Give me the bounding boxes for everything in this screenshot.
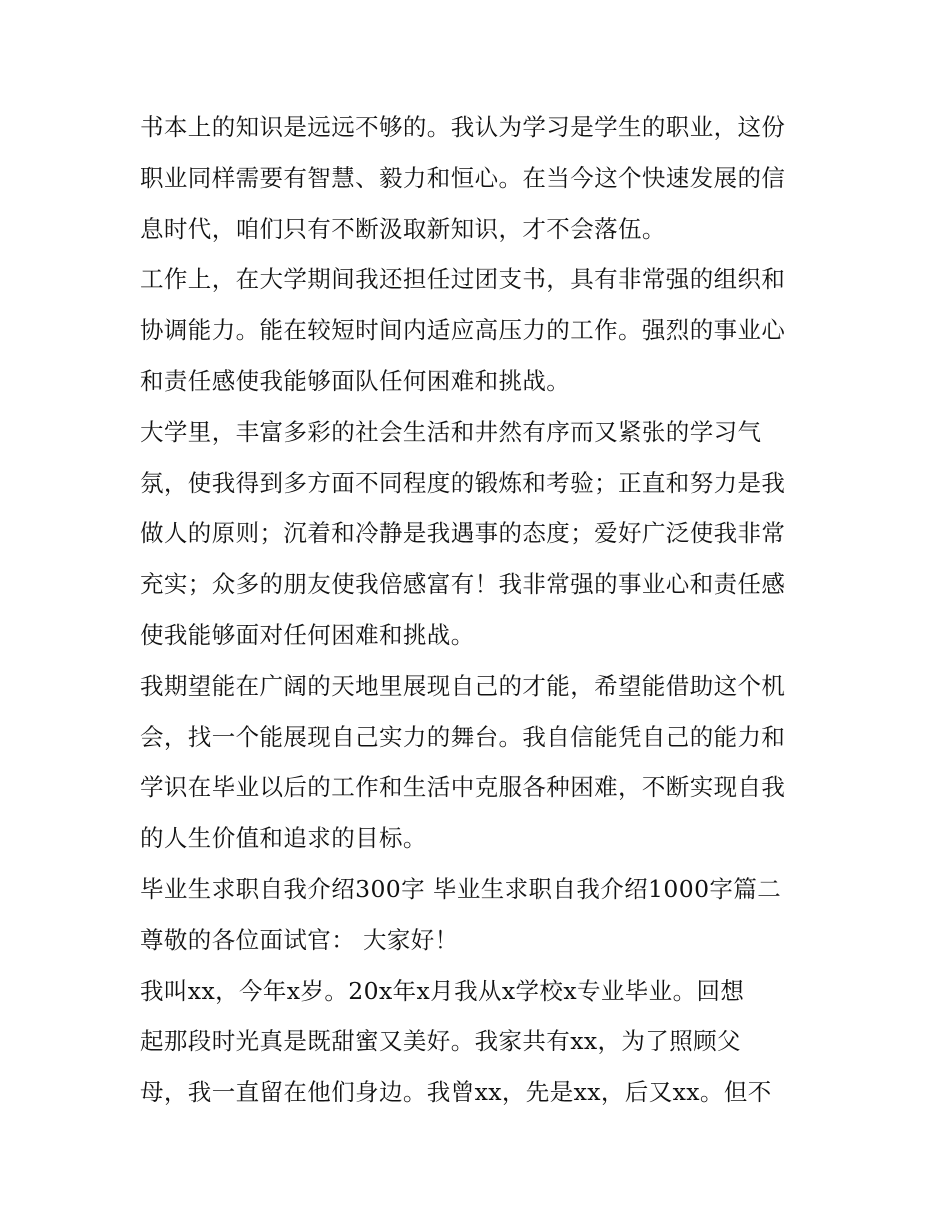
text-line: 学识在毕业以后的工作和生活中克服各种困难，不断实现自我: [140, 773, 786, 802]
greeting-line: 尊敬的各位面试官： 大家好！: [140, 925, 459, 954]
text-line: 大学里，丰富多彩的社会生活和井然有序而又紧张的学习气: [140, 417, 762, 446]
text-line: 职业同样需要有智慧、毅力和恒心。在当今这个快速发展的信: [140, 163, 786, 192]
text-line: 充实；众多的朋友使我倍感富有！我非常强的事业心和责任感: [140, 570, 786, 599]
text-line: 我叫xx，今年x岁。20x年x月我从x学校x专业毕业。回想: [140, 976, 745, 1005]
text-line: 会，找一个能展现自己实力的舞台。我自信能凭自己的能力和: [140, 722, 786, 751]
text-line: 使我能够面对任何困难和挑战。: [140, 620, 475, 649]
text-line: 的人生价值和追求的目标。: [140, 824, 427, 853]
text-line: 工作上，在大学期间我还担任过团支书，具有非常强的组织和: [140, 265, 786, 294]
text-line: 母，我一直留在他们身边。我曾xx，先是xx，后又xx。但不: [140, 1078, 772, 1107]
text-line: 书本上的知识是远远不够的。我认为学习是学生的职业，这份: [140, 113, 786, 141]
text-line: 息时代，咱们只有不断汲取新知识，才不会落伍。: [140, 214, 666, 243]
text-line: 做人的原则；沉着和冷静是我遇事的态度；爱好广泛使我非常: [140, 519, 786, 548]
text-line: 氛，使我得到多方面不同程度的锻炼和考验；正直和努力是我: [140, 468, 786, 497]
text-line: 起那段时光真是既甜蜜又美好。我家共有xx，为了照顾父: [140, 1027, 741, 1056]
document-body: [140, 102, 830, 1118]
text-line: 和责任感使我能够面队任何困难和挑战。: [140, 366, 571, 395]
text-line: 我期望能在广阔的天地里展现自己的才能，希望能借助这个机: [140, 671, 786, 700]
section-heading: 毕业生求职自我介绍300字 毕业生求职自我介绍1000字篇二: [140, 874, 782, 903]
text-line: 协调能力。能在较短时间内适应高压力的工作。强烈的事业心: [140, 316, 786, 345]
